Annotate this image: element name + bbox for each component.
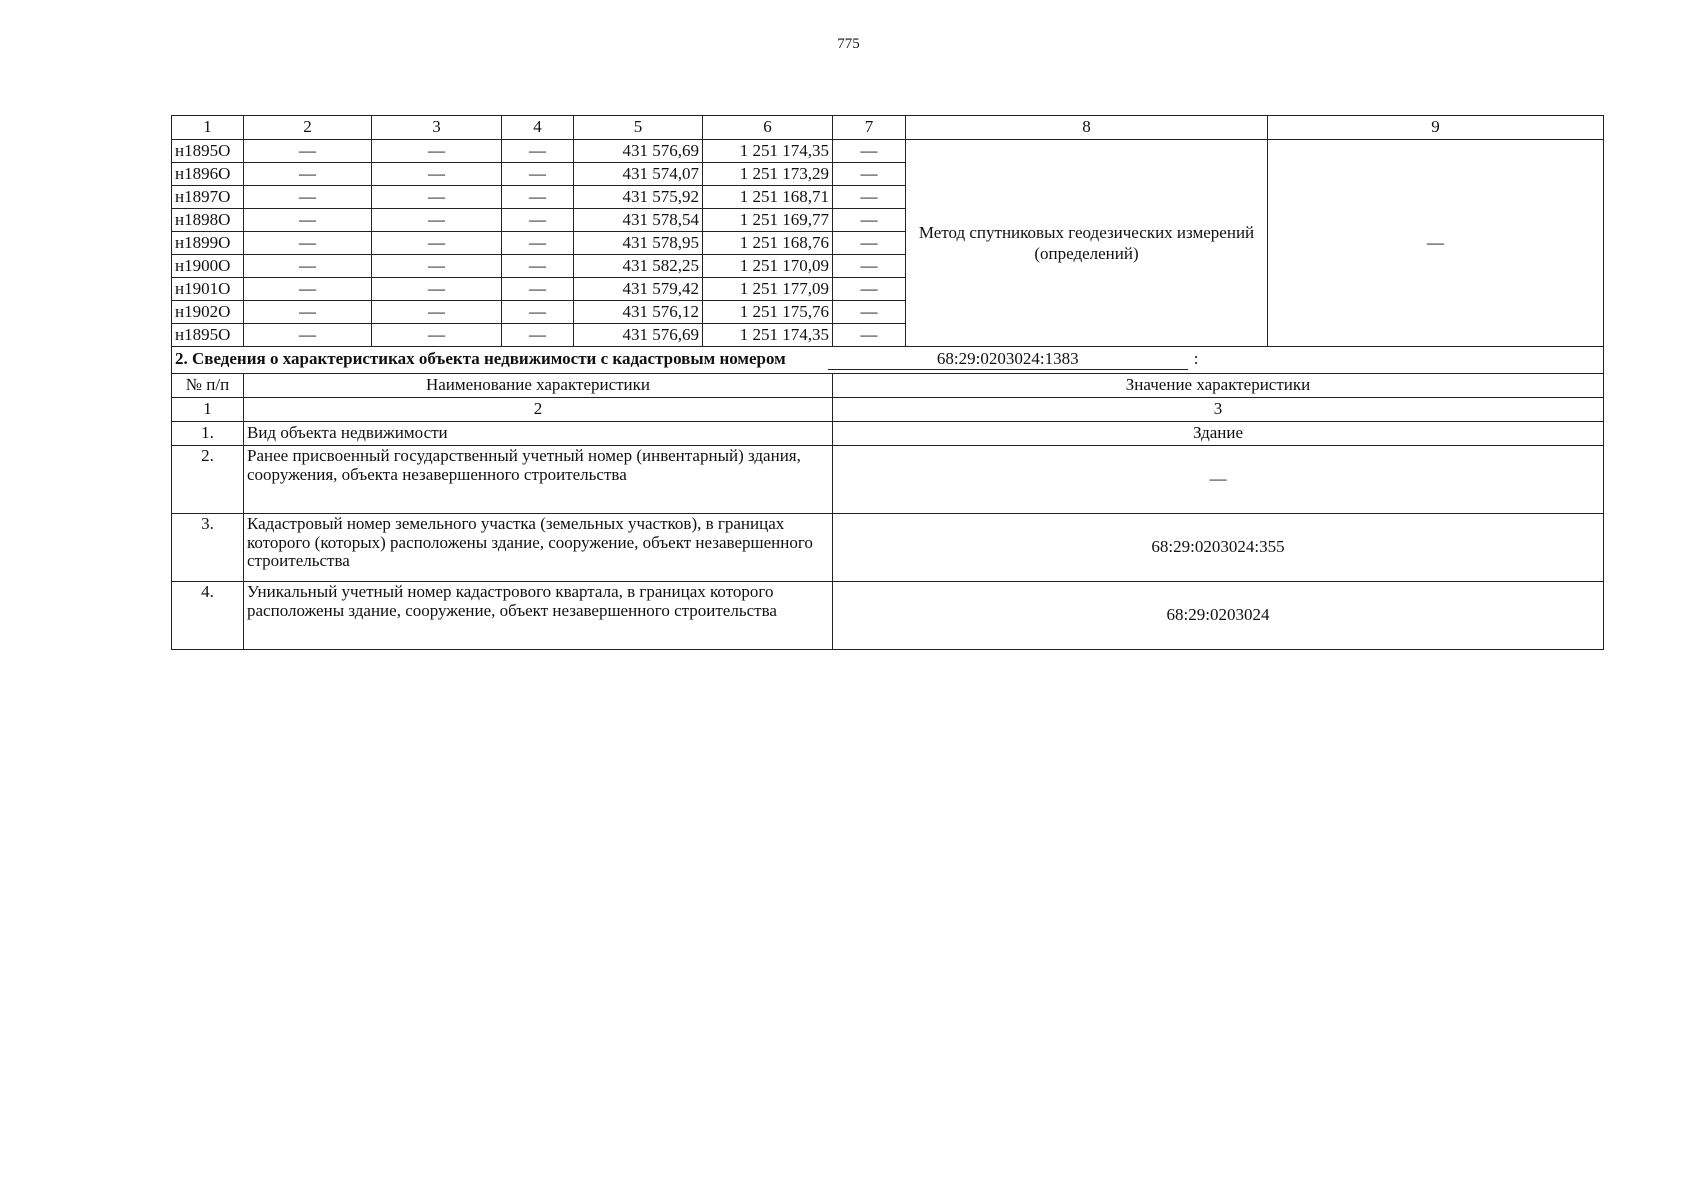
cadastral-number: 68:29:0203024:1383 [828,350,1188,370]
coord-x: 431 576,12 [574,301,703,324]
char-num: 2. [172,446,244,514]
coord-cell: — [372,232,502,255]
point-name: н1895О [172,324,244,347]
point-name: н1902О [172,301,244,324]
coord-y: 1 251 169,77 [703,209,833,232]
coord-header-cell: 8 [906,116,1268,140]
cadastral-table [171,115,1604,650]
char-header-name-index: 2 [244,398,833,422]
char-row [172,422,1604,446]
coord-header-cell: 5 [574,116,703,140]
coord-header-cell: 1 [172,116,244,140]
char-header-num-index: 1 [172,398,244,422]
point-name: н1900О [172,255,244,278]
coord-x: 431 576,69 [574,140,703,163]
coord-cell: — [372,301,502,324]
char-row [172,514,1604,582]
coord-cell: — [244,186,372,209]
coord-cell: — [833,209,906,232]
coord-y: 1 251 173,29 [703,163,833,186]
coord-cell: — [502,186,574,209]
coord-cell: — [372,324,502,347]
coord-y: 1 251 175,76 [703,301,833,324]
coord-x: 431 576,69 [574,324,703,347]
char-value: 68:29:0203024 [833,582,1604,650]
char-row [172,582,1604,650]
coord-cell: — [833,324,906,347]
coord-cell: — [244,140,372,163]
coord-cell: — [502,255,574,278]
point-name: н1899О [172,232,244,255]
coord-y: 1 251 174,35 [703,324,833,347]
char-name: Кадастровый номер земельного участка (земельных участков), в границах которого (которых) расположены здание, сооружение, объект незавершенного строительства [244,514,833,582]
coord-y: 1 251 177,09 [703,278,833,301]
coord-cell: — [372,209,502,232]
point-name: н1897О [172,186,244,209]
coord-y: 1 251 168,76 [703,232,833,255]
char-header-numbers-row [172,398,1604,422]
char-header-value: Значение характеристики [833,374,1604,398]
coord-cell: — [502,301,574,324]
coord-cell: — [502,209,574,232]
coord-x: 431 578,95 [574,232,703,255]
coord-cell: — [372,163,502,186]
coord-header-cell: 9 [1268,116,1604,140]
coord-header-cell: 7 [833,116,906,140]
coord-cell: — [244,301,372,324]
coord-header-cell: 4 [502,116,574,140]
char-name: Ранее присвоенный государственный учетный номер (инвентарный) здания, сооружения, объекта незавершенного строительства [244,446,833,514]
section2-colon: : [1193,349,1199,369]
coord-y: 1 251 170,09 [703,255,833,278]
char-header-row [172,374,1604,398]
char-value: — [833,446,1604,514]
char-num: 1. [172,422,244,446]
coord-cell: — [244,232,372,255]
point-name: н1898О [172,209,244,232]
char-header-value-index: 3 [833,398,1604,422]
coord-cell: — [833,163,906,186]
char-name: Уникальный учетный номер кадастрового квартала, в границах которого расположены здание, сооружение, объект незавершенного строительства [244,582,833,650]
coord-cell: — [502,140,574,163]
coord-cell: — [244,324,372,347]
coord-x: 431 582,25 [574,255,703,278]
char-header-name: Наименование характеристики [244,374,833,398]
method-cell: Метод спутниковых геодезических измерений (определений) [906,140,1268,347]
section2-title: 2. Сведения о характеристиках объекта недвижимости с кадастровым номером [175,349,786,369]
coord-cell: — [833,255,906,278]
coord-x: 431 575,92 [574,186,703,209]
coord-cell: — [502,324,574,347]
coord-cell: — [502,163,574,186]
coord-cell: — [833,140,906,163]
coord-header-cell: 2 [244,116,372,140]
char-name: Вид объекта недвижимости [244,422,833,446]
section2-title-cell [172,347,1604,374]
char-num: 4. [172,582,244,650]
coord-header-cell: 3 [372,116,502,140]
char-row [172,446,1604,514]
coord-x: 431 578,54 [574,209,703,232]
coord-x: 431 579,42 [574,278,703,301]
coord-cell: — [244,163,372,186]
coord-cell: — [372,140,502,163]
coord-row [172,140,1604,163]
coord-cell: — [502,232,574,255]
coord-cell: — [372,255,502,278]
char-num: 3. [172,514,244,582]
point-name: н1901О [172,278,244,301]
coord-cell: — [833,232,906,255]
coord-x: 431 574,07 [574,163,703,186]
coord-cell: — [244,209,372,232]
coord-cell: — [833,278,906,301]
coord-cell: — [833,186,906,209]
coord-cell: — [372,278,502,301]
coord-cell: — [502,278,574,301]
coord-cell: — [244,278,372,301]
char-value: Здание [833,422,1604,446]
page-number: 775 [837,36,860,52]
section2-title-row [172,347,1604,374]
char-value: 68:29:0203024:355 [833,514,1604,582]
coord-cell: — [372,186,502,209]
coord-header-cell: 6 [703,116,833,140]
coord-cell: — [833,301,906,324]
point-name: н1895О [172,140,244,163]
point-name: н1896О [172,163,244,186]
char-header-num: № п/п [172,374,244,398]
col9-cell: — [1268,140,1604,347]
coord-header-row [172,116,1604,140]
coord-cell: — [244,255,372,278]
coord-y: 1 251 168,71 [703,186,833,209]
coord-y: 1 251 174,35 [703,140,833,163]
